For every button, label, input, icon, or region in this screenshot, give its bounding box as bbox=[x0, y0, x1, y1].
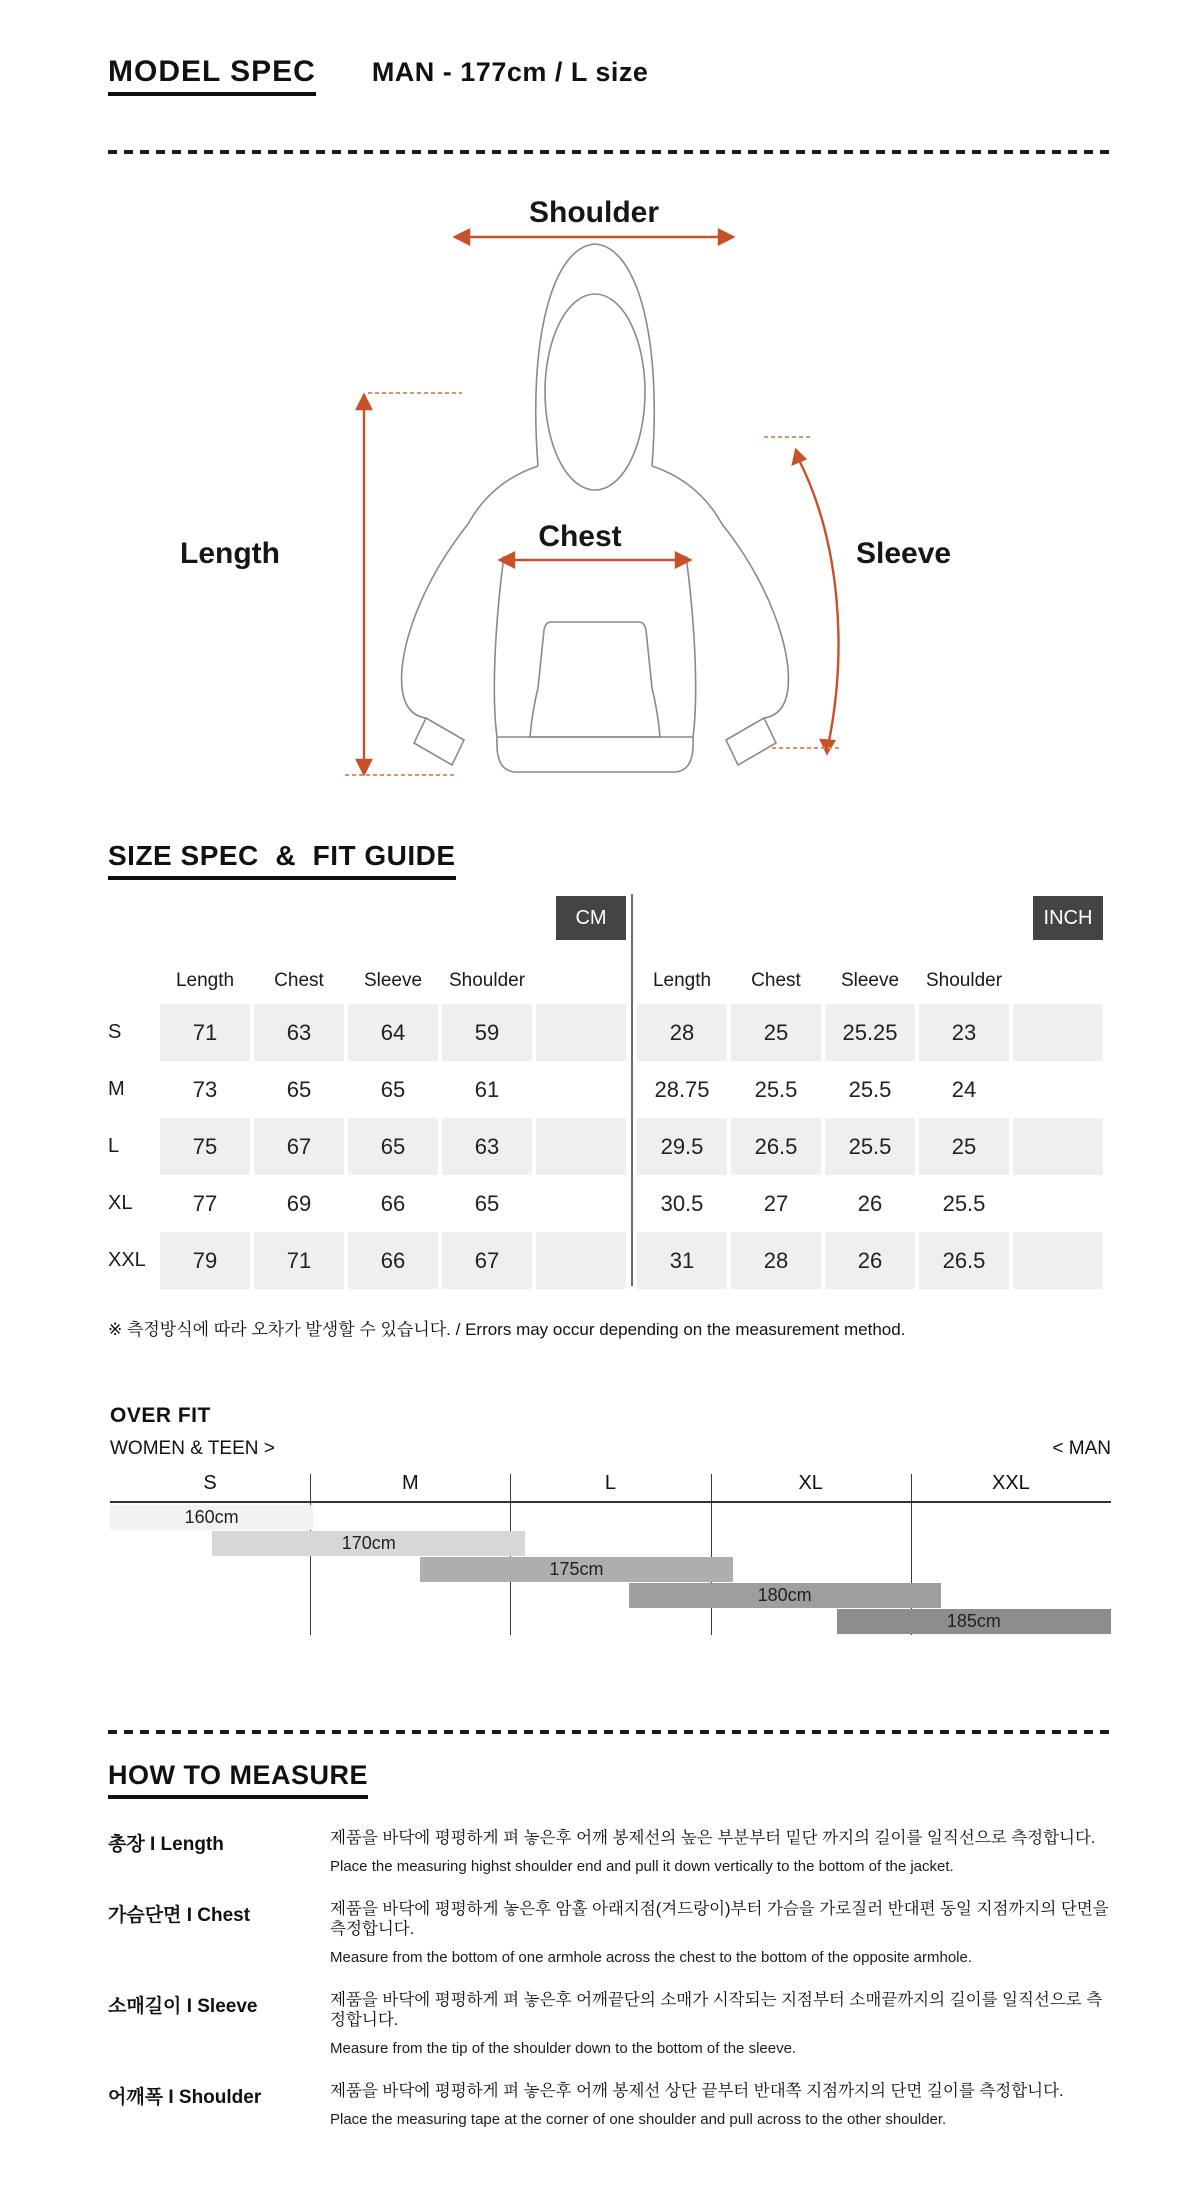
diagram-label-length: Length bbox=[180, 537, 280, 570]
overfit-right-label: < MAN bbox=[1052, 1438, 1111, 1459]
fit-axis-line bbox=[110, 1501, 1111, 1503]
table-row: XXL 79 71 66 67 bbox=[108, 1232, 626, 1289]
col-header-shoulder: Shoulder bbox=[448, 970, 526, 991]
fit-size-l: L bbox=[604, 1472, 617, 1494]
col-header-shoulder: Shoulder bbox=[925, 970, 1003, 991]
col-header-length: Length bbox=[652, 970, 712, 991]
dashed-divider-bottom bbox=[108, 1730, 1112, 1734]
size-spec-title: SIZE SPEC & FIT GUIDE bbox=[108, 840, 456, 880]
dashed-divider-top bbox=[108, 150, 1112, 154]
table-row: 28.75 25.5 25.5 24 bbox=[654, 1076, 977, 1102]
fit-size-s: S bbox=[203, 1472, 217, 1494]
table-row: L 75 67 65 63 bbox=[108, 1118, 626, 1175]
inch-badge: INCH bbox=[1033, 896, 1103, 940]
table-row: 31 28 26 26.5 bbox=[637, 1232, 1103, 1289]
diagram-label-chest: Chest bbox=[538, 520, 622, 553]
col-header-chest: Chest bbox=[751, 970, 801, 991]
model-spec-title: MODEL SPEC bbox=[108, 55, 316, 96]
table-row: 28 25 25.25 23 bbox=[637, 1004, 1103, 1061]
howto-section-header bbox=[108, 1760, 368, 1799]
col-header-sleeve: Sleeve bbox=[840, 970, 900, 991]
overfit-title: OVER FIT bbox=[110, 1404, 211, 1427]
cm-table-header bbox=[108, 958, 626, 1004]
fit-size-m: M bbox=[401, 1472, 419, 1494]
table-divider-line bbox=[631, 894, 633, 1286]
col-header-sleeve: Sleeve bbox=[363, 970, 423, 991]
col-header-chest: Chest bbox=[274, 970, 324, 991]
howto-row-length: 총장 I Length 제품을 바닥에 평평하게 펴 놓은후 어깨 봉제선의 높은 부분부터 밑단 까지의 길이를 일직선으로 측정합니다. Place the measuring highst shoulder end and pull it down vertically to the bottom of the jacket. bbox=[108, 1829, 1096, 1875]
howto-row-shoulder: 어깨폭 I Shoulder 제품을 바닥에 평평하게 펴 놓은후 어깨 봉제선 상단 끝부터 반대쪽 지점까지의 단면 길이를 측정합니다. Place the measuring tape at the corner of one shoulder and pull across to the other shoulder. bbox=[108, 2082, 1064, 2128]
table-row: 29.5 26.5 25.5 25 bbox=[637, 1118, 1103, 1175]
fit-size-xxl: XXL bbox=[991, 1472, 1030, 1494]
table-row: 30.5 27 26 25.5 bbox=[660, 1190, 986, 1216]
inch-size-table bbox=[637, 958, 1103, 1289]
fit-bars bbox=[110, 1505, 1111, 1635]
cm-badge: CM bbox=[556, 896, 626, 940]
table-row: M 73 65 65 61 bbox=[108, 1076, 500, 1102]
fit-size-axis bbox=[110, 1472, 1111, 1500]
howto-title: HOW TO MEASURE bbox=[108, 1760, 368, 1799]
fit-bar-180: 180cm bbox=[629, 1583, 941, 1608]
howto-row-sleeve: 소매길이 I Sleeve 제품을 바닥에 평평하게 펴 놓은후 어깨끝단의 소매가 시작되는 지점부터 소매끝까지의 길이를 일직선으로 측정합니다. Measure from the tip of the shoulder down to the bottom of the sleeve. bbox=[108, 1991, 1103, 2057]
fit-bar-175: 175cm bbox=[420, 1557, 732, 1582]
model-info: MAN - 177cm / L size bbox=[371, 57, 649, 87]
table-row: XL 77 69 66 65 bbox=[108, 1190, 500, 1216]
table-row: S 71 63 64 59 bbox=[108, 1004, 626, 1061]
col-header-length: Length bbox=[175, 970, 235, 991]
hoodie-diagram-svg bbox=[0, 160, 1200, 810]
fit-guide-chart bbox=[110, 1472, 1111, 1638]
measurement-arrows bbox=[345, 230, 842, 775]
overfit-left-label: WOMEN & TEEN > bbox=[110, 1438, 275, 1459]
howto-row-chest: 가슴단면 I Chest 제품을 바닥에 평평하게 놓은후 암홀 아래지점(겨드랑이)부터 가슴을 가로질러 반대편 동일 지점까지의 단면을 측정합니다. Measure from the bottom of one armhole across the chest to the bottom of the opposite armhole. bbox=[108, 1900, 1109, 1966]
diagram-label-sleeve: Sleeve bbox=[856, 537, 952, 570]
page-header bbox=[108, 55, 648, 96]
fit-bar-185: 185cm bbox=[837, 1609, 1111, 1634]
measurement-note: ※ 측정방식에 따라 오차가 발생할 수 있습니다. / Errors may occur depending on the measurement method. bbox=[108, 1320, 906, 1339]
diagram-label-shoulder: Shoulder bbox=[528, 196, 660, 229]
fit-bar-170: 170cm bbox=[212, 1531, 525, 1556]
inch-table-header bbox=[637, 958, 1103, 1004]
howto-rows bbox=[108, 1828, 1112, 2152]
size-spec-section-header bbox=[108, 840, 456, 880]
fit-bar-160: 160cm bbox=[110, 1505, 313, 1530]
fit-size-xl: XL bbox=[798, 1472, 823, 1494]
cm-size-table bbox=[108, 958, 626, 1289]
hoodie-outline bbox=[402, 244, 789, 772]
